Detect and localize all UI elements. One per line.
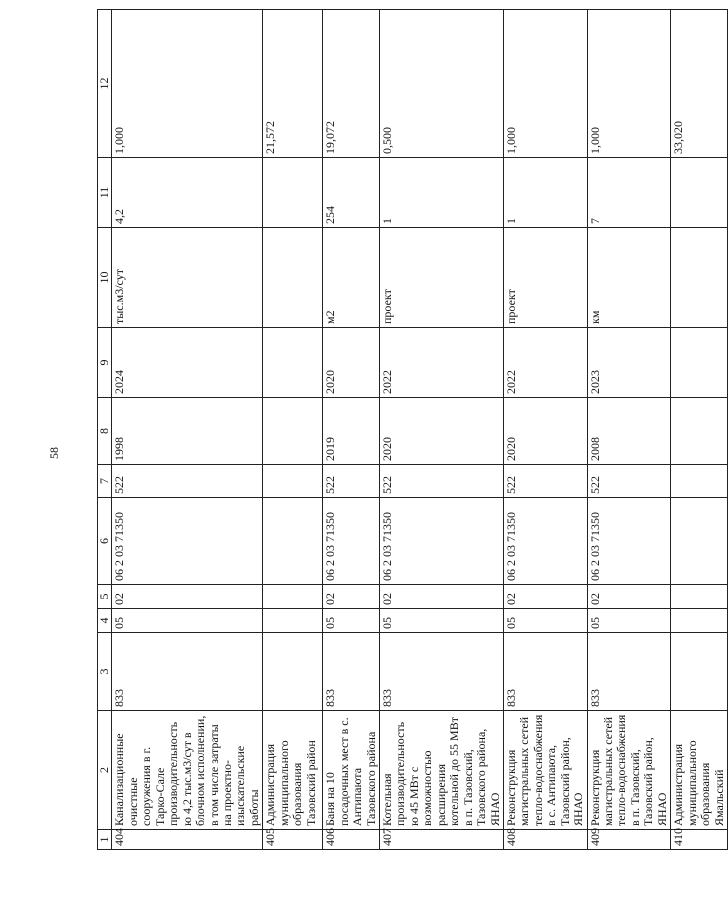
subsection-cell: 02 — [112, 585, 263, 609]
table-row — [112, 10, 263, 850]
object-name-cell: Администрация муниципального образования Ямальский — [671, 711, 728, 830]
end-year-cell — [671, 328, 728, 398]
object-name-cell: Реконструкция магистральных сетей тепло-водоснабжения в п. Тазовский, Тазовский район, ЯНАО — [587, 711, 671, 830]
column-number-9: 9 — [98, 328, 112, 398]
end-year-cell: 2022 — [503, 328, 587, 398]
section-cell: 05 — [503, 609, 587, 633]
expense-type-cell: 522 — [112, 465, 263, 498]
expense-type-cell — [671, 465, 728, 498]
section-cell: 05 — [587, 609, 671, 633]
target-article-cell — [263, 498, 323, 585]
unit-cell: км — [587, 228, 671, 328]
subsection-cell: 02 — [587, 585, 671, 609]
column-number-11: 11 — [98, 158, 112, 228]
row-number-cell: 405 — [263, 830, 323, 850]
section-cell: 05 — [380, 609, 504, 633]
section-cell: 05 — [112, 609, 263, 633]
subsection-cell — [263, 585, 323, 609]
section-cell — [671, 609, 728, 633]
column-number-1: 1 — [98, 830, 112, 850]
end-year-cell: 2023 — [587, 328, 671, 398]
row-number-cell: 406 — [323, 830, 380, 850]
subsection-cell: 02 — [323, 585, 380, 609]
start-year-cell — [671, 398, 728, 465]
start-year-cell — [263, 398, 323, 465]
start-year-cell: 2020 — [380, 398, 504, 465]
target-article-cell: 06 2 03 71350 — [503, 498, 587, 585]
page-number: 58 — [47, 447, 61, 459]
end-year-cell: 2022 — [380, 328, 504, 398]
target-article-cell: 06 2 03 71350 — [323, 498, 380, 585]
capacity-cell: 4,2 — [112, 158, 263, 228]
amount-cell: 21,572 — [263, 10, 323, 158]
code-cell: 833 — [587, 633, 671, 711]
start-year-cell: 1998 — [112, 398, 263, 465]
subsection-cell: 02 — [380, 585, 504, 609]
object-name-cell: Канализационные очистные сооружения в г. Тарко-Сале производительностью 4,2 тыс.м3/сут в блочном исполнении, в том числе затраты на проектно-изыскательские работы — [112, 711, 263, 830]
row-number-cell: 409 — [587, 830, 671, 850]
amount-cell: 1,000 — [587, 10, 671, 158]
section-cell — [263, 609, 323, 633]
unit-cell — [263, 228, 323, 328]
table-row — [587, 10, 671, 850]
expense-type-cell: 522 — [323, 465, 380, 498]
end-year-cell: 2020 — [323, 328, 380, 398]
table-row — [323, 10, 380, 850]
capacity-cell: 254 — [323, 158, 380, 228]
amount-cell: 33,020 — [671, 10, 728, 158]
object-name-cell: Администрация муниципального образования Тазовский район — [263, 711, 323, 830]
subsection-cell — [671, 585, 728, 609]
column-number-4: 4 — [98, 609, 112, 633]
code-cell: 833 — [503, 633, 587, 711]
table-header-row — [98, 10, 112, 850]
end-year-cell: 2024 — [112, 328, 263, 398]
start-year-cell: 2020 — [503, 398, 587, 465]
unit-cell: тыс.м3/сут — [112, 228, 263, 328]
expense-type-cell: 522 — [503, 465, 587, 498]
amount-cell: 19,072 — [323, 10, 380, 158]
code-cell: 833 — [323, 633, 380, 711]
column-number-2: 2 — [98, 711, 112, 830]
object-name-cell: Баня на 10 посадочных мест в с. Антипаюта Тазовского района — [323, 711, 380, 830]
column-number-10: 10 — [98, 228, 112, 328]
target-article-cell: 06 2 03 71350 — [380, 498, 504, 585]
end-year-cell — [263, 328, 323, 398]
amount-cell: 1,000 — [112, 10, 263, 158]
column-number-12: 12 — [98, 10, 112, 158]
subsection-cell: 02 — [503, 585, 587, 609]
unit-cell: м2 — [323, 228, 380, 328]
table-row — [503, 10, 587, 850]
target-article-cell — [671, 498, 728, 585]
column-number-8: 8 — [98, 398, 112, 465]
row-number-cell: 407 — [380, 830, 504, 850]
code-cell — [671, 633, 728, 711]
column-number-3: 3 — [98, 633, 112, 711]
start-year-cell: 2008 — [587, 398, 671, 465]
object-name-cell: Котельная производительностью 45 МВт с возможностью расширения котельной до 55 МВт в п. Тазовский, Тазовского района, ЯНАО — [380, 711, 504, 830]
row-number-cell: 410 — [671, 830, 728, 850]
expense-type-cell: 522 — [380, 465, 504, 498]
column-number-6: 6 — [98, 498, 112, 585]
table-row — [380, 10, 504, 850]
unit-cell: проект — [380, 228, 504, 328]
capacity-cell: 1 — [503, 158, 587, 228]
capacity-cell: 7 — [587, 158, 671, 228]
target-article-cell: 06 2 03 71350 — [112, 498, 263, 585]
capacity-cell — [263, 158, 323, 228]
rotated-page-content — [97, 30, 726, 850]
amount-cell: 0,500 — [380, 10, 504, 158]
expense-type-cell — [263, 465, 323, 498]
table-row — [671, 10, 728, 850]
amount-cell: 1,000 — [503, 10, 587, 158]
expense-type-cell: 522 — [587, 465, 671, 498]
section-cell: 05 — [323, 609, 380, 633]
start-year-cell: 2019 — [323, 398, 380, 465]
investment-objects-table — [97, 9, 728, 850]
code-cell: 833 — [112, 633, 263, 711]
code-cell — [263, 633, 323, 711]
column-number-5: 5 — [98, 585, 112, 609]
object-name-cell: Реконструкция магистральных сетей тепло-водоснабжения в с. Антипаюта, Тазовский район, ЯНАО — [503, 711, 587, 830]
capacity-cell: 1 — [380, 158, 504, 228]
code-cell: 833 — [380, 633, 504, 711]
row-number-cell: 408 — [503, 830, 587, 850]
column-number-7: 7 — [98, 465, 112, 498]
table-row — [263, 10, 323, 850]
unit-cell: проект — [503, 228, 587, 328]
target-article-cell: 06 2 03 71350 — [587, 498, 671, 585]
unit-cell — [671, 228, 728, 328]
capacity-cell — [671, 158, 728, 228]
row-number-cell: 404 — [112, 830, 263, 850]
